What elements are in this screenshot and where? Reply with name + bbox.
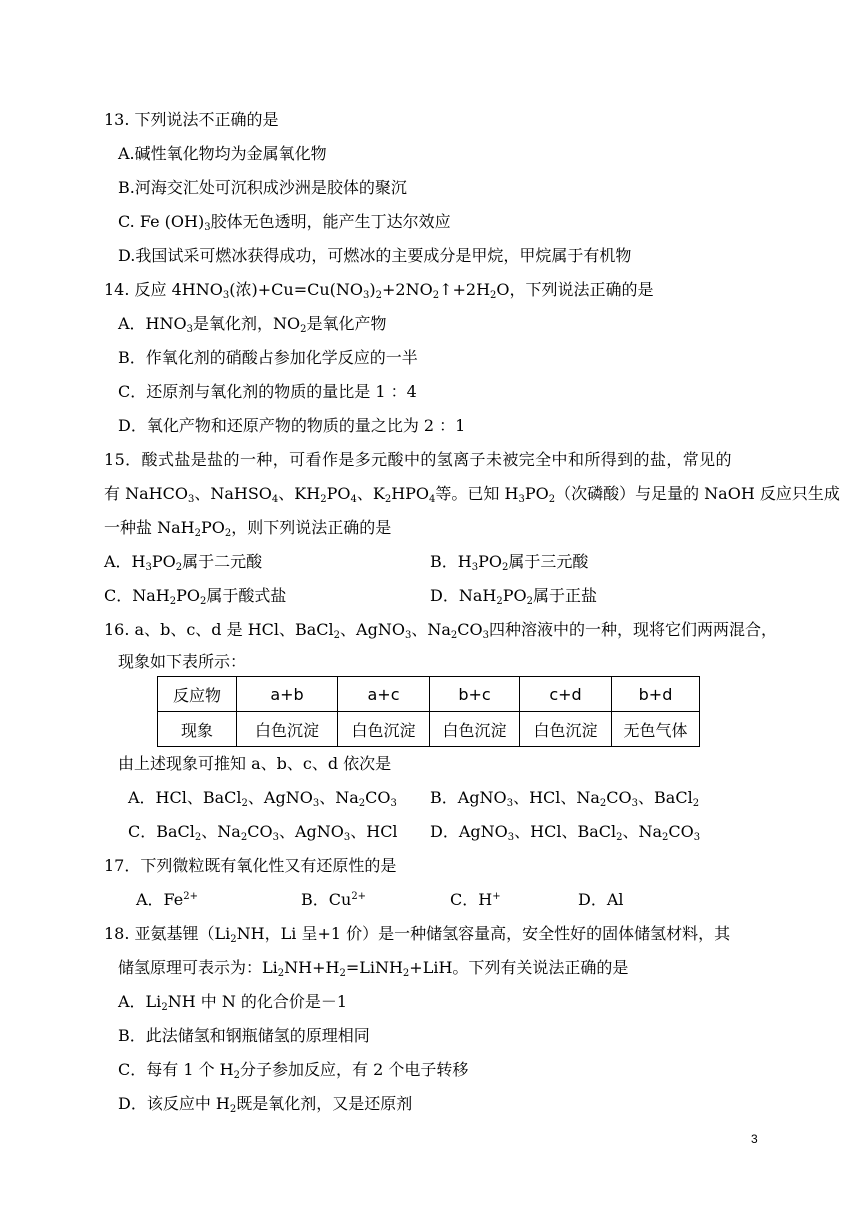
table-cell: a+c bbox=[338, 677, 430, 712]
q16-observation-table bbox=[157, 676, 700, 747]
table-cell: b+c bbox=[430, 677, 520, 712]
q18-option-c: C．每有 1 个 $H_2$分子参加反应，有 2 个电子转移 bbox=[118, 1060, 469, 1081]
table-row bbox=[158, 712, 700, 747]
q15-line2: 有 NaHCO$_3$、NaHSO$_4$、$KH_2PO_4$、$K_2HPO_4$等。已知 $H_3PO_2$（次磷酸）与足量的 NaOH 反应只生成 bbox=[104, 484, 840, 505]
q13-option-d: D.我国试采可燃冰获得成功，可燃冰的主要成分是甲烷，甲烷属于有机物 bbox=[118, 246, 632, 265]
table-cell: 白色沉淀 bbox=[338, 712, 430, 747]
q14-stem: 14. 反应 $4HNO_3$(浓)$+Cu=Cu(NO_3)_2+2NO_2↑+2H_2O$，下列说法正确的是 bbox=[104, 280, 654, 301]
q14-option-b: B．作氧化剂的硝酸占参加化学反应的一半 bbox=[118, 348, 418, 367]
table-row bbox=[158, 677, 700, 712]
table-cell: 反应物 bbox=[158, 677, 237, 712]
q14-option-a: A．$HNO_3$是氧化剂，$NO_2$是氧化产物 bbox=[118, 314, 387, 335]
table-cell: 白色沉淀 bbox=[520, 712, 612, 747]
q15-option-b: B．$H_3PO_2$属于三元酸 bbox=[430, 552, 589, 573]
q16-option-d: D．AgNO$_3$、HCl、BaCl$_2$、$Na_2CO_3$ bbox=[430, 822, 701, 843]
page-number: 3 bbox=[751, 1132, 758, 1146]
q17-option-b: B．$Cu^{2+}$ bbox=[301, 890, 367, 909]
q13-option-c: C. Fe $(OH)_3$胶体无色透明，能产生丁达尔效应 bbox=[118, 212, 451, 233]
q17-option-d: D．Al bbox=[578, 890, 624, 909]
q13-stem: 13. 下列说法不正确的是 bbox=[104, 110, 279, 129]
q15-line3: 一种盐 $NaH_2PO_2$，则下列说法正确的是 bbox=[104, 518, 392, 539]
q16-infer: 由上述现象可推知 a、b、c、d 依次是 bbox=[118, 754, 392, 773]
table-cell: a+b bbox=[237, 677, 338, 712]
q13-option-b: B.河海交汇处可沉积成沙洲是胶体的聚沉 bbox=[118, 178, 407, 197]
q15-option-d: D．$NaH_2PO_2$属于正盐 bbox=[430, 586, 597, 607]
q17-option-a: A．$Fe^{2+}$ bbox=[136, 890, 199, 909]
q18-option-d: D．该反应中 $H_2$既是氧化剂，又是还原剂 bbox=[118, 1094, 413, 1115]
q17-stem: 17．下列微粒既有氧化性又有还原性的是 bbox=[104, 856, 397, 875]
q17-option-c: C．H+ bbox=[450, 890, 501, 909]
q16-line1: 16. a、b、c、d 是 HCl、BaCl$_2$、AgNO$_3$、$Na_2CO_3$四种溶液中的一种，现将它们两两混合， bbox=[104, 620, 778, 641]
table-cell: 白色沉淀 bbox=[237, 712, 338, 747]
table-cell: b+d bbox=[612, 677, 700, 712]
q16-option-b: B．AgNO$_3$、HCl、$Na_2CO_3$、BaCl$_2$ bbox=[430, 788, 700, 809]
q15-option-c: C．$NaH_2PO_2$属于酸式盐 bbox=[104, 586, 287, 607]
table-cell: 现象 bbox=[158, 712, 237, 747]
q13-option-a: A.碱性氧化物均为金属氧化物 bbox=[118, 144, 327, 163]
q14-option-c: C．还原剂与氧化剂的物质的量比是 1 ：4 bbox=[118, 382, 417, 401]
q16-option-c: C．BaCl$_2$、$Na_2CO_3$、AgNO$_3$、HCl bbox=[128, 822, 398, 843]
q15-line1: 15．酸式盐是盐的一种，可看作是多元酸中的氢离子未被完全中和所得到的盐，常见的 bbox=[104, 450, 732, 469]
q18-line1: 18. 亚氨基锂（$Li_2NH$，Li 呈+1 价）是一种储氢容量高，安全性好的固体储氢材料，其 bbox=[104, 924, 731, 945]
q16-option-a: A．HCl、BaCl$_2$、AgNO$_3$、$Na_2CO_3$ bbox=[128, 788, 397, 809]
q18-option-b: B．此法储氢和钢瓶储氢的原理相同 bbox=[118, 1026, 370, 1045]
table-cell: c+d bbox=[520, 677, 612, 712]
q18-line2: 储氢原理可表示为：$Li_2NH+H_2=LiNH_2+LiH$。下列有关说法正确的是 bbox=[118, 958, 629, 979]
q14-option-d: D．氧化产物和还原产物的物质的量之比为 2 ：1 bbox=[118, 416, 466, 435]
q16-line2: 现象如下表所示： bbox=[118, 652, 247, 671]
table-cell: 无色气体 bbox=[612, 712, 700, 747]
q15-option-a: A．$H_3PO_2$属于二元酸 bbox=[104, 552, 263, 573]
table-cell: 白色沉淀 bbox=[430, 712, 520, 747]
q18-option-a: A．$Li_2NH$ 中 N 的化合价是－1 bbox=[118, 992, 348, 1013]
